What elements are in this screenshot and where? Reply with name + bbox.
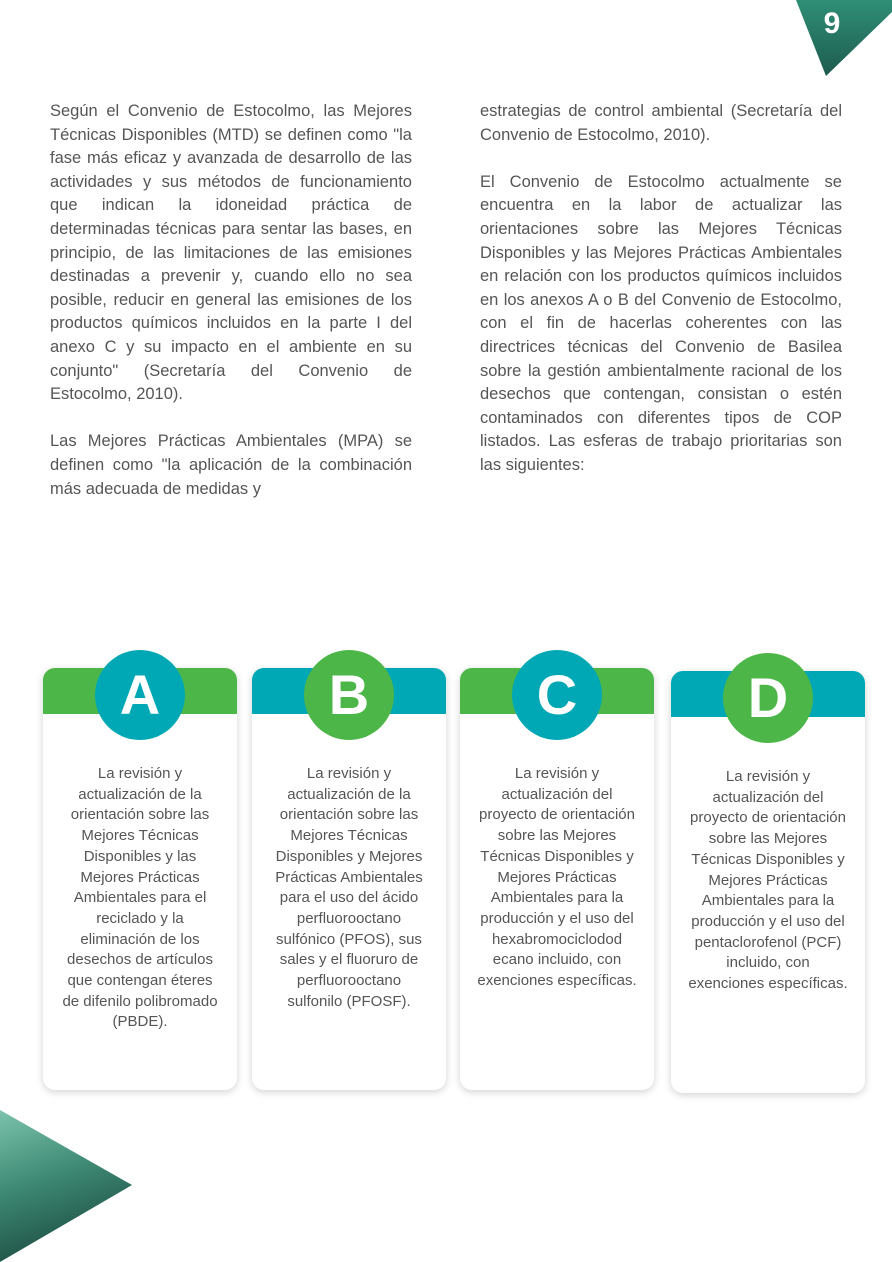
card-letter-badge: C (512, 650, 602, 740)
card-letter-badge: B (304, 650, 394, 740)
card-description: La revisión y actualización del proyecto de orientación sobre las Mejores Técnicas Disponibles y Mejores Prácticas Ambientales para la producción y el uso del pentaclorofenol (PCF) incluido, con exenciones específicas. (688, 768, 848, 993)
card-description: La revisión y actualización de la orientación sobre las Mejores Técnicas Disponibles y Mejores Prácticas Ambientales para el uso del ácido perfluorooctano sulfónico (PFOS), sus sales y el fluoruro de perfluorooctano sulfonilo (PFOSF). (275, 765, 423, 1010)
page-corner-triangle-bottom (0, 1110, 136, 1262)
priority-card-b (252, 663, 446, 1090)
text-column-right (480, 100, 842, 501)
paragraph-mtd-definition: Según el Convenio de Estocolmo, las Mejores Técnicas Disponibles (MTD) se definen como "la fase más eficaz y avanzada de desarrollo de las actividades y sus métodos de funcionamiento que indican la idoneidad práctica de determinadas técnicas para sentar las bases, en principio, de las limitaciones de las emisiones destinadas a prevenir y, cuando ello no sea posible, reducir en general las emisiones de los productos químicos incluidos en la parte I del anexo C y su impacto en el ambiente en su conjunto" (Secretaría del Convenio de Estocolmo, 2010). (50, 102, 412, 404)
priority-card-c (460, 663, 654, 1090)
paragraph-convenio-work: El Convenio de Estocolmo actualmente se encuentra en la labor de actualizar las orientaciones sobre las Mejores Técnicas Disponibles y las Mejores Prácticas Ambientales en relación con los productos químicos incluidos en los anexos A o B del Convenio de Estocolmo, con el fin de hacerlas coherentes con las directrices técnicas del Convenio de Basilea sobre la gestión ambientalmente racional de los desechos que contengan, consistan o estén contaminados con diferentes tipos de COP listados. Las esferas de trabajo prioritarias son las siguientes: (480, 172, 842, 474)
paragraph-mpa-continuation: estrategias de control ambiental (Secretaría del Convenio de Estocolmo, 2010). (480, 102, 842, 144)
priority-card-a (43, 663, 237, 1090)
page-number: 9 (823, 7, 841, 40)
text-column-left (50, 100, 412, 525)
card-letter-badge: D (723, 653, 813, 743)
card-description: La revisión y actualización de la orientación sobre las Mejores Técnicas Disponibles y las Mejores Prácticas Ambientales para el reciclado y la eliminación de los desechos de artículos que contengan éteres de difenilo polibromado (PBDE). (62, 765, 218, 1031)
card-letter-badge: A (95, 650, 185, 740)
paragraph-mpa-definition: Las Mejores Prácticas Ambientales (MPA) se definen como "la aplicación de la combinación más adecuada de medidas y (50, 432, 412, 498)
card-description: La revisión y actualización del proyecto de orientación sobre las Mejores Técnicas Disponibles y Mejores Prácticas Ambientales para la producción y el uso del hexabromociclodod ecano incluido, con exenciones específicas. (477, 765, 637, 990)
priority-card-d (671, 666, 865, 1093)
